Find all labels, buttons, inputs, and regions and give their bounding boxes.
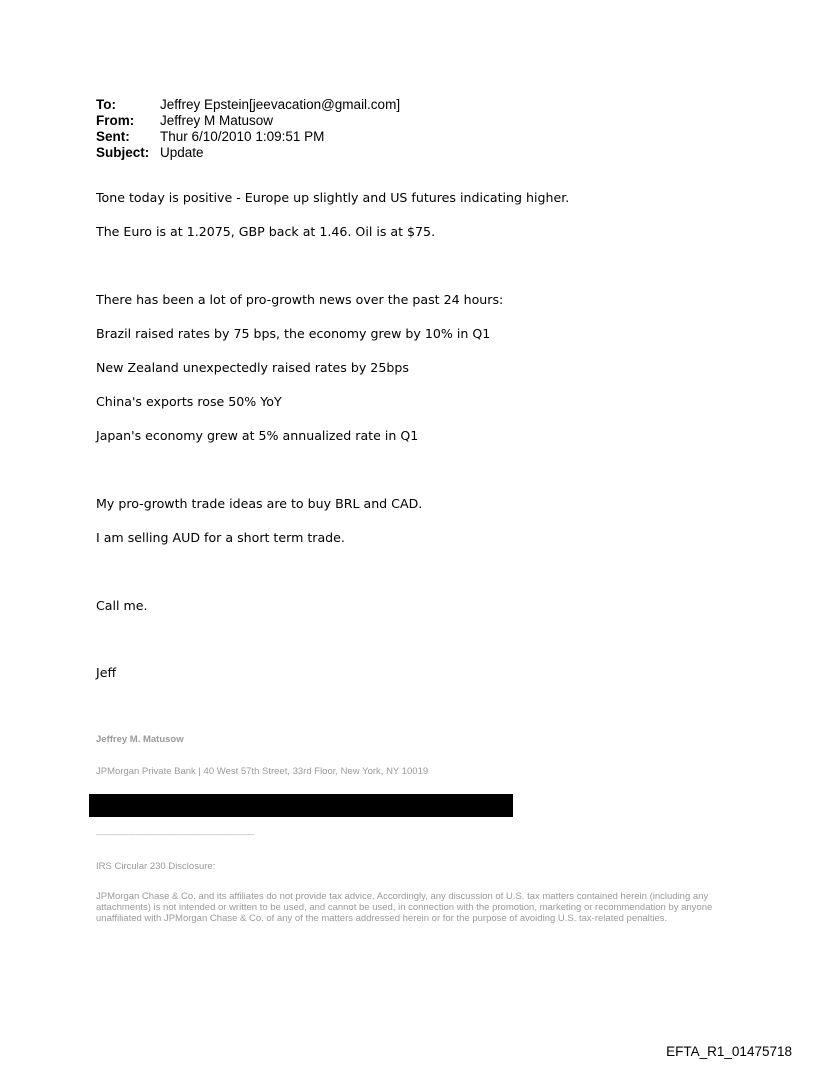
subject-value: Update: [160, 145, 204, 160]
redaction-box: [89, 794, 513, 817]
body-line: Call me.: [96, 598, 148, 613]
from-row: [96, 113, 400, 129]
body-line: Brazil raised rates by 75 bps, the economy grew by 10% in Q1: [96, 326, 491, 341]
sent-label: Sent:: [96, 129, 130, 144]
body-line: There has been a lot of pro-growth news over the past 24 hours:: [96, 292, 504, 307]
to-value: Jeffrey Epstein[jeevacation@gmail.com]: [160, 97, 401, 112]
email-header: [96, 97, 400, 161]
body-line: Tone today is positive - Europe up slightly and US futures indicating higher.: [96, 190, 570, 205]
to-label: To:: [96, 97, 116, 112]
disclaimer-text: JPMorgan Chase & Co. and its affiliates do not provide tax advice. Accordingly, any discussion of U.S. tax matters contained herein (including any attachments) is not intended or written to be used, and cannot be used, in connection with the promotion, marketing or recommendation by anyone unaffiliated with JPMorgan Chase & Co. of any of the matters addressed herein or for the purpose of avoiding U.S. tax-related penalties.: [96, 891, 713, 924]
subject-label: Subject:: [96, 145, 150, 160]
body-line: China's exports rose 50% YoY: [96, 394, 282, 409]
body-line: My pro-growth trade ideas are to buy BRL and CAD.: [96, 496, 423, 511]
signature-address: JPMorgan Private Bank | 40 West 57th Street, 33rd Floor, New York, NY 10019: [96, 766, 429, 777]
to-row: [96, 97, 400, 113]
body-line: The Euro is at 1.2075, GBP back at 1.46. Oil is at $75.: [96, 224, 436, 239]
from-value: Jeffrey M Matusow: [160, 113, 274, 128]
body-line: Japan's economy grew at 5% annualized rate in Q1: [96, 428, 419, 443]
body-line: Jeff: [96, 665, 117, 680]
body-line: I am selling AUD for a short term trade.: [96, 530, 345, 545]
body-line: New Zealand unexpectedly raised rates by 25bps: [96, 360, 409, 375]
signature-name: Jeffrey M. Matusow: [96, 734, 184, 745]
sent-row: [96, 129, 400, 145]
divider-line: -------------------------------------------------------------------------: [96, 830, 254, 839]
subject-row: [96, 145, 400, 161]
from-label: From:: [96, 113, 135, 128]
sent-value: Thur 6/10/2010 1:09:51 PM: [160, 129, 325, 144]
disclaimer-title: IRS Circular 230 Disclosure:: [96, 861, 216, 872]
document-id: EFTA_R1_01475718: [666, 1044, 792, 1059]
